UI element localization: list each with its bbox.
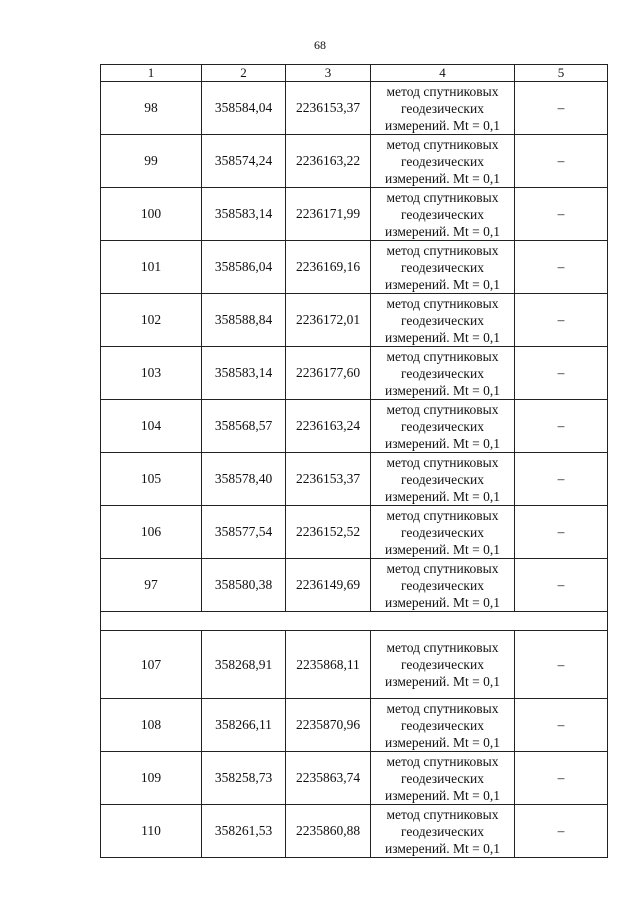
- point-number-cell: 107: [101, 631, 202, 699]
- table-row: [101, 82, 608, 135]
- y-coordinate-cell: 2236177,60: [286, 347, 371, 400]
- y-coordinate-cell: 2235860,88: [286, 805, 371, 858]
- point-number-cell: 103: [101, 347, 202, 400]
- y-coordinate-cell: 2236172,01: [286, 294, 371, 347]
- method-cell: метод спутниковых геодезических измерений. Mt = 0,1: [371, 347, 515, 400]
- column-header: 1: [101, 65, 202, 82]
- method-cell: метод спутниковых геодезических измерений. Mt = 0,1: [371, 805, 515, 858]
- point-number-cell: 100: [101, 188, 202, 241]
- note-cell: –: [515, 400, 608, 453]
- method-cell: метод спутниковых геодезических измерений. Mt = 0,1: [371, 294, 515, 347]
- point-number-cell: 97: [101, 559, 202, 612]
- table-row: [101, 188, 608, 241]
- point-number-cell: 104: [101, 400, 202, 453]
- table-row: [101, 135, 608, 188]
- column-header: 4: [371, 65, 515, 82]
- method-cell: метод спутниковых геодезических измерений. Mt = 0,1: [371, 241, 515, 294]
- separator-cell: [101, 612, 608, 631]
- point-number-cell: 106: [101, 506, 202, 559]
- table-row: [101, 699, 608, 752]
- y-coordinate-cell: 2236171,99: [286, 188, 371, 241]
- point-number-cell: 105: [101, 453, 202, 506]
- x-coordinate-cell: 358578,40: [202, 453, 286, 506]
- coordinates-table: [100, 64, 608, 858]
- note-cell: –: [515, 805, 608, 858]
- point-number-cell: 101: [101, 241, 202, 294]
- y-coordinate-cell: 2235868,11: [286, 631, 371, 699]
- table-row: [101, 805, 608, 858]
- column-header: 5: [515, 65, 608, 82]
- y-coordinate-cell: 2236149,69: [286, 559, 371, 612]
- method-cell: метод спутниковых геодезических измерений. Mt = 0,1: [371, 699, 515, 752]
- x-coordinate-cell: 358258,73: [202, 752, 286, 805]
- note-cell: –: [515, 82, 608, 135]
- method-cell: метод спутниковых геодезических измерений. Mt = 0,1: [371, 506, 515, 559]
- method-cell: метод спутниковых геодезических измерений. Mt = 0,1: [371, 188, 515, 241]
- column-header: 3: [286, 65, 371, 82]
- note-cell: –: [515, 135, 608, 188]
- x-coordinate-cell: 358588,84: [202, 294, 286, 347]
- y-coordinate-cell: 2235863,74: [286, 752, 371, 805]
- method-cell: метод спутниковых геодезических измерений. Mt = 0,1: [371, 631, 515, 699]
- point-number-cell: 98: [101, 82, 202, 135]
- table-row: [101, 506, 608, 559]
- y-coordinate-cell: 2236163,22: [286, 135, 371, 188]
- x-coordinate-cell: 358268,91: [202, 631, 286, 699]
- page-number: 68: [314, 38, 326, 52]
- y-coordinate-cell: 2236163,24: [286, 400, 371, 453]
- y-coordinate-cell: 2235870,96: [286, 699, 371, 752]
- method-cell: метод спутниковых геодезических измерений. Mt = 0,1: [371, 559, 515, 612]
- y-coordinate-cell: 2236169,16: [286, 241, 371, 294]
- note-cell: –: [515, 699, 608, 752]
- x-coordinate-cell: 358580,38: [202, 559, 286, 612]
- point-number-cell: 110: [101, 805, 202, 858]
- x-coordinate-cell: 358574,24: [202, 135, 286, 188]
- point-number-cell: 99: [101, 135, 202, 188]
- x-coordinate-cell: 358583,14: [202, 188, 286, 241]
- x-coordinate-cell: 358568,57: [202, 400, 286, 453]
- y-coordinate-cell: 2236152,52: [286, 506, 371, 559]
- method-cell: метод спутниковых геодезических измерений. Mt = 0,1: [371, 135, 515, 188]
- table-row: [101, 400, 608, 453]
- note-cell: –: [515, 347, 608, 400]
- table-row: [101, 294, 608, 347]
- note-cell: –: [515, 241, 608, 294]
- note-cell: –: [515, 188, 608, 241]
- method-cell: метод спутниковых геодезических измерений. Mt = 0,1: [371, 752, 515, 805]
- note-cell: –: [515, 506, 608, 559]
- x-coordinate-cell: 358577,54: [202, 506, 286, 559]
- table-header-row: [101, 65, 608, 82]
- note-cell: –: [515, 631, 608, 699]
- x-coordinate-cell: 358586,04: [202, 241, 286, 294]
- table-row: [101, 631, 608, 699]
- x-coordinate-cell: 358261,53: [202, 805, 286, 858]
- point-number-cell: 109: [101, 752, 202, 805]
- note-cell: –: [515, 559, 608, 612]
- separator-row: [101, 612, 608, 631]
- table-row: [101, 752, 608, 805]
- note-cell: –: [515, 752, 608, 805]
- y-coordinate-cell: 2236153,37: [286, 82, 371, 135]
- method-cell: метод спутниковых геодезических измерений. Mt = 0,1: [371, 453, 515, 506]
- x-coordinate-cell: 358584,04: [202, 82, 286, 135]
- point-number-cell: 102: [101, 294, 202, 347]
- point-number-cell: 108: [101, 699, 202, 752]
- x-coordinate-cell: 358583,14: [202, 347, 286, 400]
- table-row: [101, 347, 608, 400]
- table-row: [101, 559, 608, 612]
- method-cell: метод спутниковых геодезических измерений. Mt = 0,1: [371, 400, 515, 453]
- table-row: [101, 453, 608, 506]
- x-coordinate-cell: 358266,11: [202, 699, 286, 752]
- y-coordinate-cell: 2236153,37: [286, 453, 371, 506]
- table-row: [101, 241, 608, 294]
- column-header: 2: [202, 65, 286, 82]
- note-cell: –: [515, 453, 608, 506]
- note-cell: –: [515, 294, 608, 347]
- method-cell: метод спутниковых геодезических измерений. Mt = 0,1: [371, 82, 515, 135]
